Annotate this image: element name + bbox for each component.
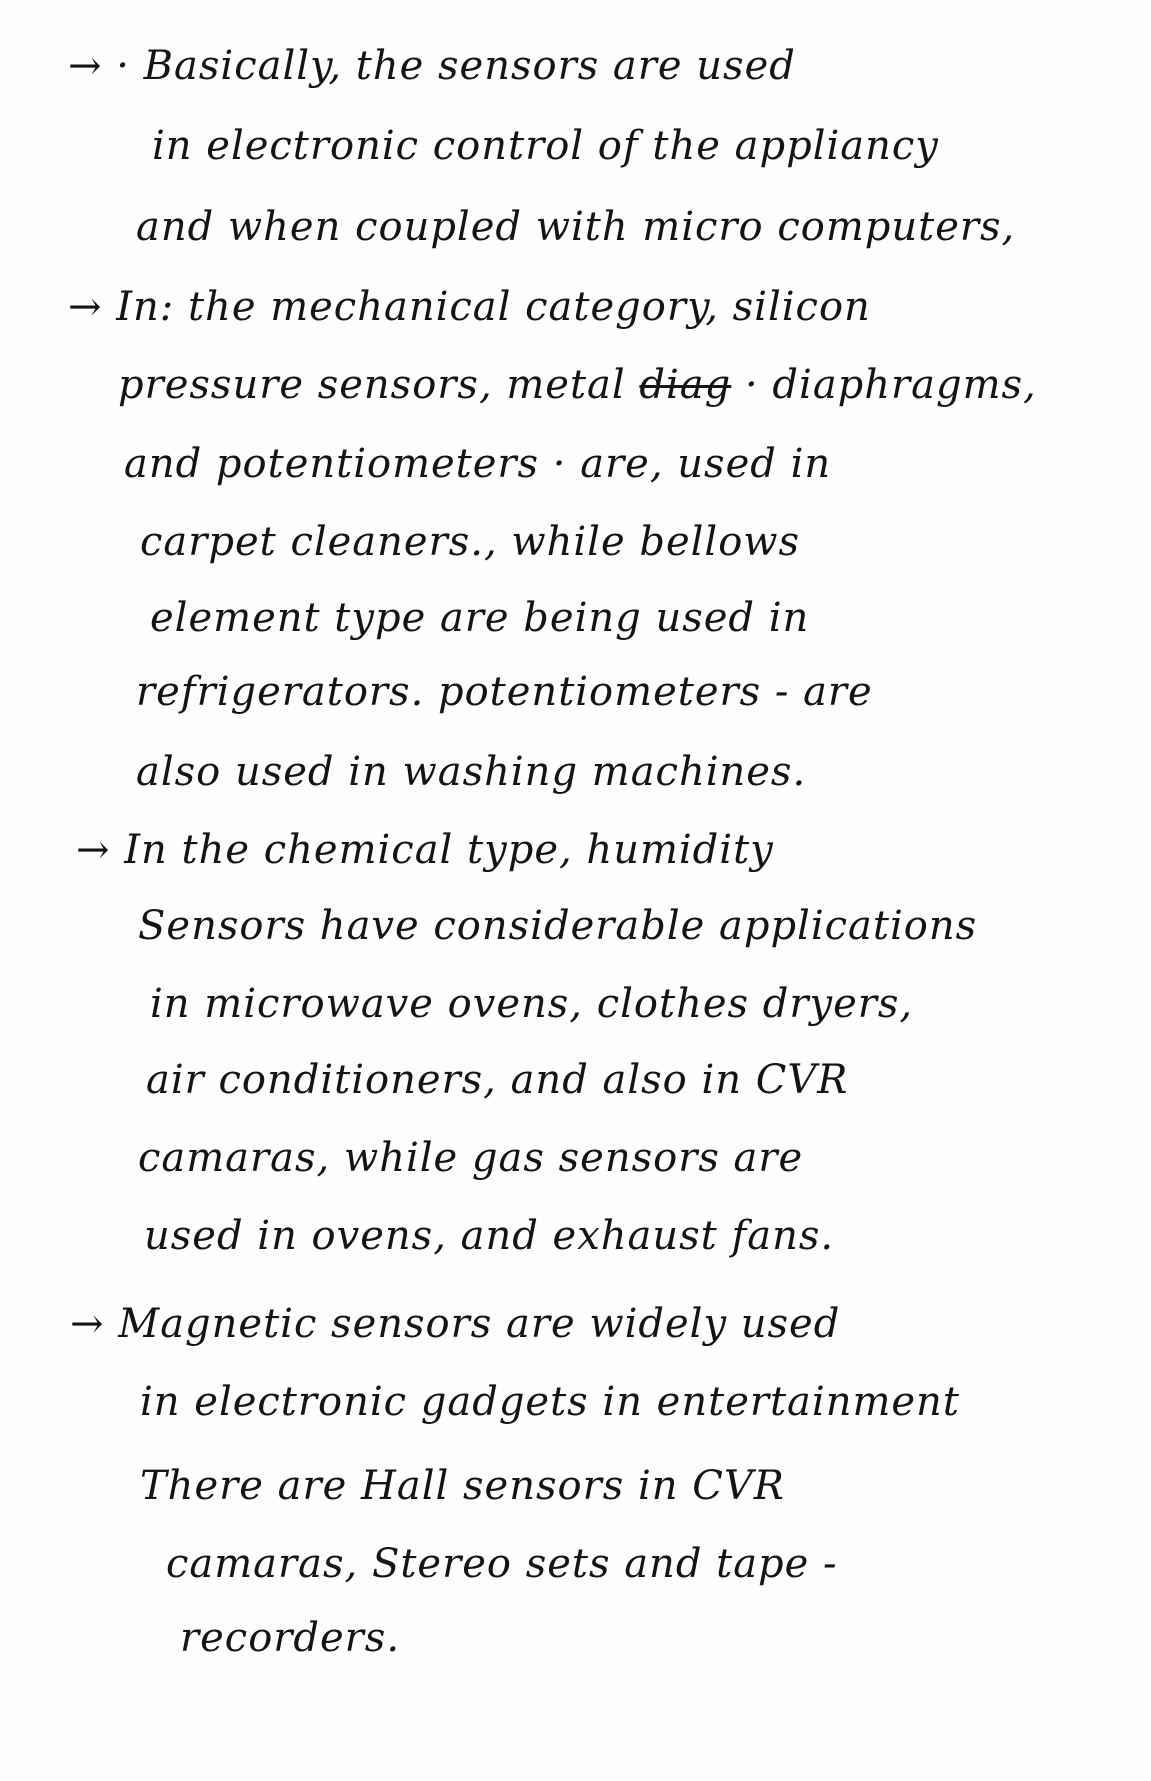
note-line-7: carpet cleaners., while bellows <box>140 519 801 565</box>
note-line-3: and when coupled with micro computers, <box>136 204 1016 250</box>
note-line-13: in microwave ovens, clothes dryers, <box>150 981 914 1027</box>
note-line-18: in electronic gadgets in entertainment <box>140 1379 960 1425</box>
note-line-10: also used in washing machines. <box>136 749 807 795</box>
note-line-19: There are Hall sensors in CVR <box>140 1463 785 1509</box>
note-line-2: in electronic control of the appliancy <box>152 123 939 169</box>
note-line-4: → In: the mechanical category, silicon <box>68 284 871 330</box>
note-line-8: element type are being used in <box>150 595 810 641</box>
note-line-21: recorders. <box>180 1615 401 1661</box>
note-line-16: used in ovens, and exhaust fans. <box>144 1213 835 1259</box>
note-line-20: camaras, Stereo sets and tape - <box>166 1541 838 1587</box>
note-line-15: camaras, while gas sensors are <box>138 1135 804 1181</box>
note-line-5 <box>118 361 1037 409</box>
note-line-14: air conditioners, and also in CVR <box>146 1057 849 1103</box>
struck-out-word: diag <box>639 362 732 408</box>
note-line-9: refrigerators. potentiometers - are <box>136 669 873 715</box>
note-line-12: Sensors have considerable applications <box>138 903 978 949</box>
note-line-5-end: · diaphragms, <box>744 362 1037 408</box>
note-line-5-start: pressure sensors, metal <box>118 362 626 408</box>
note-line-6: and potentiometers · are, used in <box>124 441 832 487</box>
note-line-11: → In the chemical type, humidity <box>76 827 774 873</box>
note-line-1: → · Basically, the sensors are used <box>68 43 796 89</box>
note-line-17: → Magnetic sensors are widely used <box>70 1301 841 1347</box>
